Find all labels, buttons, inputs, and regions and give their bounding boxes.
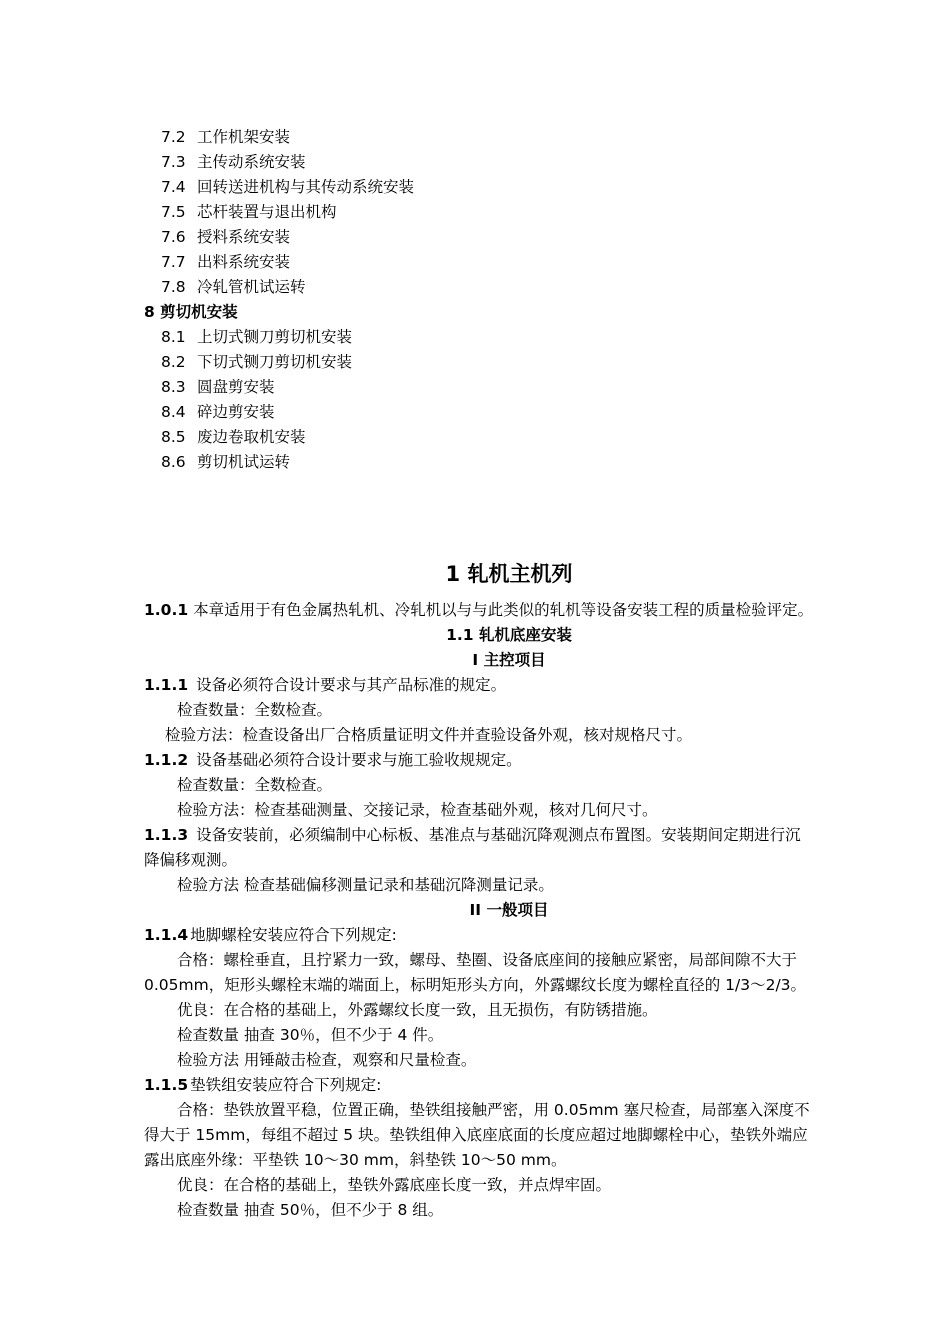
check-method: 检验方法 用锤敲击检查，观察和尺量检查。	[177, 1051, 477, 1069]
clause-text: 地脚螺栓安装应符合下列规定:	[190, 926, 397, 944]
pass-criteria-cont: 露出底座外缘：平垫铁 10～30 mm，斜垫铁 10～50 mm。	[144, 1151, 567, 1169]
toc-item-8-2[interactable]: 8.2 下切式铡刀剪切机安装	[161, 353, 353, 371]
toc-item-8-6[interactable]: 8.6 剪切机试运转	[161, 453, 291, 471]
clause-number: 1.0.1	[144, 601, 189, 619]
toc-item-7-6[interactable]: 7.6 授料系统安装	[161, 228, 291, 246]
pass-criteria: 合格：垫铁放置平稳，位置正确，垫铁组接触严密，用 0.05mm 塞尺检查，局部塞入深度不	[177, 1101, 810, 1119]
clause-1-1-5	[144, 1073, 874, 1098]
clause-1-0-1	[144, 598, 874, 623]
general-items-heading: II 一般项目	[469, 901, 549, 919]
chapter-title: 1 轧机主机列	[445, 562, 573, 586]
toc-item-7-2[interactable]: 7.2 工作机架安装	[161, 128, 291, 146]
toc-item-8-5[interactable]: 8.5 废边卷取机安装	[161, 428, 306, 446]
toc-item-7-8[interactable]: 7.8 冷轧管机试运转	[161, 278, 306, 296]
clause-text: 本章适用于有色金属热轧机、冷轧机以与与此类似的轧机等设备安装工程的质量检验评定。	[193, 601, 814, 619]
check-quantity: 检查数量：全数检查。	[177, 776, 333, 794]
clause-number: 1.1.1	[144, 676, 189, 694]
check-method: 检验方法：检查设备出厂合格质量证明文件并查验设备外观，核对规格尺寸。	[165, 726, 693, 744]
toc-item-7-4[interactable]: 7.4 回转送进机构与其传动系统安装	[161, 178, 415, 196]
pass-criteria: 合格：螺栓垂直，且拧紧力一致，螺母、垫圈、设备底座间的接触应紧密，局部间隙不大于	[177, 951, 798, 969]
toc-item-7-5[interactable]: 7.5 芯杆装置与退出机构	[161, 203, 337, 221]
pass-criteria-cont: 0.05mm，矩形头螺栓末端的端面上，标明矩形头方向，外露螺纹长度为螺栓直径的 1/3～2/3。	[144, 976, 807, 994]
clause-number: 1.1.2	[144, 751, 189, 769]
good-criteria: 优良：在合格的基础上，垫铁外露底座长度一致，并点焊牢固。	[177, 1176, 612, 1194]
toc-item-7-7[interactable]: 7.7 出料系统安装	[161, 253, 291, 271]
toc-item-7-3[interactable]: 7.3 主传动系统安装	[161, 153, 306, 171]
main-items-heading: I 主控项目	[472, 651, 546, 669]
clause-text-cont: 降偏移观测。	[144, 851, 238, 869]
clause-text: 垫铁组安装应符合下列规定:	[190, 1076, 382, 1094]
pass-criteria-cont: 得大于 15mm，每组不超过 5 块。垫铁组伸入底座底面的长度应超过地脚螺栓中心，垫铁外端应	[144, 1126, 808, 1144]
toc-item-8-3[interactable]: 8.3 圆盘剪安装	[161, 378, 275, 396]
clause-1-1-4	[144, 923, 874, 948]
clause-text: 设备基础必须符合设计要求与施工验收规规定。	[196, 751, 522, 769]
clause-number: 1.1.5	[144, 1076, 189, 1094]
good-criteria: 优良：在合格的基础上，外露螺纹长度一致，且无损伤，有防锈措施。	[177, 1001, 658, 1019]
clause-1-1-3	[144, 823, 874, 848]
clause-1-1-2	[144, 748, 874, 773]
clause-number: 1.1.4	[144, 926, 189, 944]
toc-item-8-1[interactable]: 8.1 上切式铡刀剪切机安装	[161, 328, 353, 346]
check-quantity: 检查数量 抽查 30％，但不少于 4 件。	[177, 1026, 444, 1044]
clause-text: 设备必须符合设计要求与其产品标准的规定。	[196, 676, 507, 694]
check-quantity: 检查数量：全数检查。	[177, 701, 333, 719]
check-method: 检验方法 检查基础偏移测量记录和基础沉降测量记录。	[177, 876, 554, 894]
check-method: 检验方法：检查基础测量、交接记录，检查基础外观，核对几何尺寸。	[177, 801, 658, 819]
section-title: 1.1 轧机底座安装	[446, 626, 572, 644]
toc-heading-8[interactable]: 8 剪切机安装	[144, 303, 238, 321]
check-quantity: 检查数量 抽查 50％，但不少于 8 组。	[177, 1201, 444, 1219]
clause-number: 1.1.3	[144, 826, 189, 844]
toc-item-8-4[interactable]: 8.4 碎边剪安装	[161, 403, 275, 421]
clause-text: 设备安装前，必须编制中心标板、基准点与基础沉降观测点布置图。安装期间定期进行沉	[196, 826, 801, 844]
clause-1-1-1	[144, 673, 874, 698]
